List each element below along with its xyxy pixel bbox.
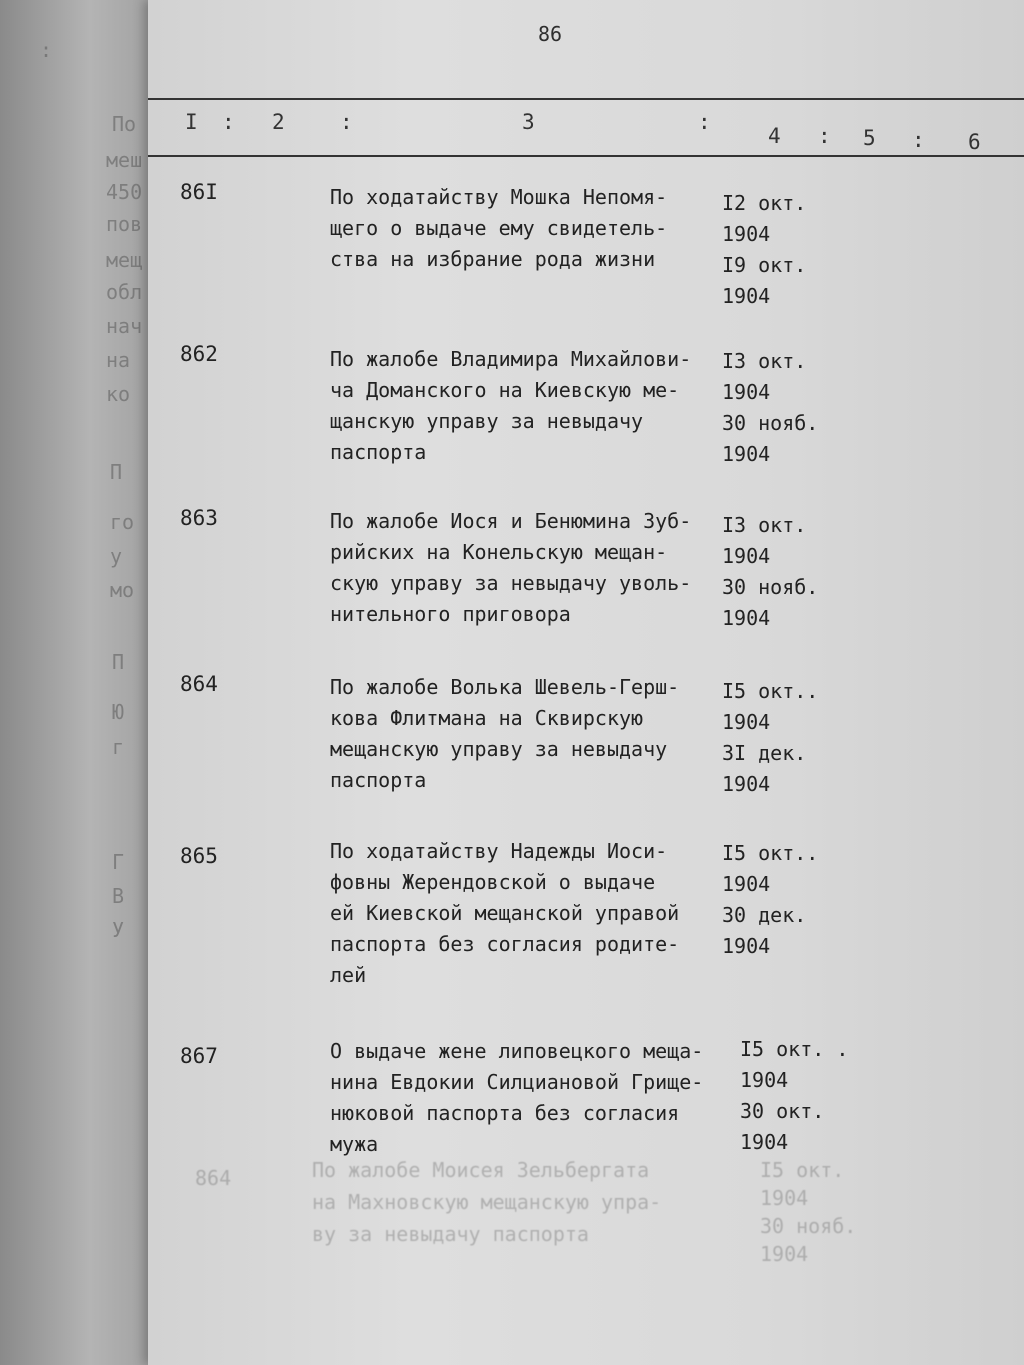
page-number: 86: [538, 22, 563, 46]
description-line: О выдаче жене липовецкого меща-: [330, 1039, 704, 1063]
bleed-date: I5 окт.: [760, 1158, 845, 1182]
prev-page-fragment: мо: [110, 578, 135, 602]
date-line: I2 окт.: [722, 191, 807, 215]
date-line: 1904: [722, 934, 771, 958]
header-separator: :: [698, 110, 711, 134]
date-line: 1904: [722, 284, 771, 308]
date-line: 1904: [740, 1068, 789, 1092]
entry-number: 865: [180, 844, 218, 868]
date-line: I3 окт.: [722, 349, 807, 373]
prev-page-fragment: мещ: [106, 248, 143, 272]
date-line: 30 окт.: [740, 1099, 825, 1123]
date-line: 1904: [722, 442, 771, 466]
date-line: 1904: [722, 606, 771, 630]
prev-page-fragment: на: [106, 348, 131, 372]
entry-description: [330, 182, 667, 275]
date-line: I5 окт..: [722, 679, 819, 703]
description-line: рийских на Конельскую мещан-: [330, 540, 668, 564]
header-col-3: 3: [522, 110, 535, 134]
header-col-5: 5: [863, 126, 876, 150]
entry-dates: [722, 676, 818, 800]
description-line: ча Доманского на Киевскую ме-: [330, 378, 680, 402]
description-line: нительного приговора: [330, 602, 571, 626]
description-line: паспорта без согласия родите-: [330, 932, 680, 956]
prev-page-fragment: г: [112, 735, 125, 759]
description-line: щего о выдаче ему свидетель-: [330, 216, 668, 240]
bleed-date: 1904: [760, 1186, 809, 1210]
bleed-date: 30 нояб.: [760, 1214, 857, 1238]
header-col-1: I: [185, 110, 198, 134]
entry-number: 863: [180, 506, 218, 530]
description-line: мещанскую управу за невыдачу: [330, 737, 668, 761]
entry-dates: [722, 510, 818, 634]
description-line: ства на избрание рода жизни: [330, 247, 656, 271]
date-line: I9 окт.: [722, 253, 807, 277]
date-line: I3 окт.: [722, 513, 807, 537]
prev-page-fragment: 450: [106, 180, 143, 204]
description-line: нюковой паспорта без согласия: [330, 1101, 680, 1125]
description-line: фовны Жерендовской о выдаче: [330, 870, 656, 894]
prev-page-fragment: П: [112, 650, 125, 674]
prev-page-fragment: П: [110, 460, 123, 484]
date-line: 1904: [740, 1130, 789, 1154]
prev-page-fragment: нач: [106, 314, 143, 338]
entry-description: [330, 836, 679, 991]
prev-page-fragment: Ю: [112, 700, 125, 724]
bleed-text-line: По жалобе Моисея Зельбергата: [312, 1158, 650, 1182]
previous-page-edge: [0, 0, 150, 1365]
prev-page-fragment: меш: [106, 148, 143, 172]
entry-dates: [740, 1034, 848, 1158]
entry-description: [330, 506, 691, 630]
prev-page-fragment: у: [110, 544, 123, 568]
bleed-date: 1904: [760, 1242, 809, 1266]
prev-page-fragment: По: [112, 112, 137, 136]
description-line: нина Евдокии Силциановой Грище-: [330, 1070, 704, 1094]
header-col-2: 2: [272, 110, 285, 134]
description-line: паспорта: [330, 440, 427, 464]
description-line: По жалобе Волька Шевель-Герш-: [330, 675, 680, 699]
prev-page-fragment: ко: [106, 382, 131, 406]
date-line: I5 окт..: [722, 841, 819, 865]
entry-number: 862: [180, 342, 218, 366]
header-col-6: 6: [968, 130, 981, 154]
entry-description: [330, 1036, 703, 1160]
description-line: По ходатайству Надежды Иоси-: [330, 839, 668, 863]
description-line: мужа: [330, 1132, 379, 1156]
entry-number: 867: [180, 1044, 218, 1068]
date-line: 1904: [722, 544, 771, 568]
header-top-rule: [148, 98, 1024, 100]
header-separator: :: [222, 110, 235, 134]
header-separator: :: [912, 128, 925, 152]
prev-page-fragment: Г: [112, 850, 125, 874]
entry-dates: [722, 188, 806, 312]
description-line: щанскую управу за невыдачу: [330, 409, 644, 433]
entry-description: [330, 672, 679, 796]
date-line: 1904: [722, 710, 771, 734]
bleed-number: 864: [195, 1166, 232, 1190]
header-separator: :: [818, 124, 831, 148]
prev-page-fragment: У: [112, 918, 125, 942]
date-line: 3I дек.: [722, 741, 807, 765]
date-line: 1904: [722, 772, 771, 796]
description-line: лей: [330, 963, 367, 987]
entry-number: 86I: [180, 180, 218, 204]
prev-page-fragment: обл: [106, 280, 143, 304]
prev-page-fragment: В: [112, 884, 125, 908]
date-line: 1904: [722, 222, 771, 246]
entry-number: 864: [180, 672, 218, 696]
bleed-text-line: на Махновскую мещанскую упра-: [312, 1190, 662, 1214]
prev-page-fragment: :: [40, 38, 53, 62]
bleed-text-line: ву за невыдачу паспорта: [312, 1222, 589, 1246]
header-separator: :: [340, 110, 353, 134]
header-bottom-rule: [148, 155, 1024, 157]
date-line: 1904: [722, 872, 771, 896]
entry-dates: [722, 346, 818, 470]
description-line: По ходатайству Мошка Непомя-: [330, 185, 668, 209]
description-line: По жалобе Владимира Михайлови-: [330, 347, 692, 371]
description-line: ей Киевской мещанской управой: [330, 901, 680, 925]
date-line: 30 дек.: [722, 903, 807, 927]
date-line: 30 нояб.: [722, 411, 819, 435]
entry-dates: [722, 838, 818, 962]
header-col-4: 4: [768, 124, 781, 148]
date-line: 30 нояб.: [722, 575, 819, 599]
prev-page-fragment: го: [110, 510, 135, 534]
description-line: По жалобе Иося и Бенюмина Зуб-: [330, 509, 692, 533]
prev-page-fragment: пов: [106, 212, 143, 236]
description-line: кова Флитмана на Сквирскую: [330, 706, 644, 730]
description-line: скую управу за невыдачу уволь-: [330, 571, 692, 595]
entry-description: [330, 344, 691, 468]
date-line: 1904: [722, 380, 771, 404]
description-line: паспорта: [330, 768, 427, 792]
date-line: I5 окт. .: [740, 1037, 849, 1061]
